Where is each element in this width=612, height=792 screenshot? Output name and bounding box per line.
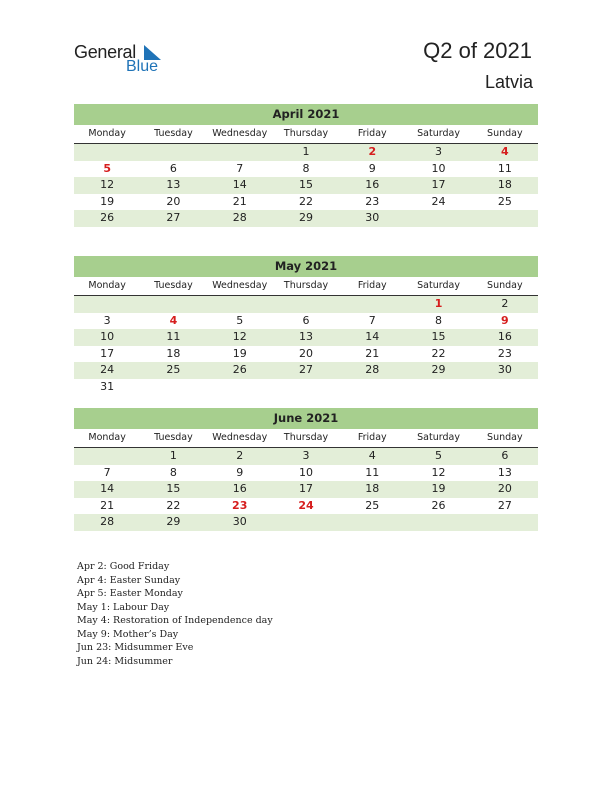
holiday-note: Apr 2: Good Friday (77, 561, 170, 572)
day-cell: 24 (431, 194, 446, 208)
day-cell: 1 (169, 449, 177, 462)
week-row (74, 329, 538, 346)
day-cell: 15 (431, 330, 446, 343)
day-cell: 22 (431, 346, 446, 360)
holiday-note: May 1: Labour Day (77, 601, 170, 613)
day-cell (339, 514, 405, 531)
week-row (74, 210, 538, 227)
day-cell: 18 (497, 178, 512, 191)
week-row (74, 481, 538, 498)
holiday-note: May 4: Restoration of Independence day (77, 615, 273, 626)
day-cell: 7 (368, 313, 376, 327)
day-cell: 7 (103, 465, 111, 479)
day-cell: 18 (166, 346, 181, 360)
day-cell: 30 (365, 211, 380, 224)
day-cell: 16 (497, 330, 512, 343)
day-cell: 13 (166, 178, 181, 191)
day-cell: 16 (365, 178, 380, 191)
day-cell (140, 296, 206, 313)
day-cell (339, 379, 405, 396)
day-cell: 30 (232, 515, 247, 528)
weekday-label: Saturday (417, 432, 460, 443)
day-cell: 23 (365, 194, 380, 208)
day-cell (472, 514, 538, 531)
day-cell: 26 (100, 211, 115, 224)
week-row (74, 313, 538, 330)
day-cell: 22 (166, 498, 181, 512)
holiday-note: Jun 23: Midsummer Eve (77, 642, 194, 653)
holiday-note: Apr 5: Easter Monday (77, 588, 183, 599)
day-cell: 19 (232, 346, 247, 360)
holiday-day-cell: 23 (232, 498, 248, 512)
day-cell: 12 (100, 178, 115, 191)
week-row (74, 161, 538, 178)
day-cell: 14 (100, 482, 115, 495)
day-cell: 25 (497, 194, 512, 208)
day-cell: 21 (232, 194, 247, 208)
holiday-day-cell: 24 (298, 498, 314, 512)
day-cell: 11 (497, 161, 512, 175)
day-cell (405, 514, 471, 531)
week-row (74, 144, 538, 161)
day-cell: 28 (365, 363, 380, 376)
day-cell (140, 144, 206, 161)
holiday-day-cell: 4 (169, 313, 178, 327)
weekday-label: Sunday (487, 432, 523, 443)
weekday-label: Wednesday (212, 280, 268, 291)
day-cell: 29 (431, 363, 446, 376)
day-cell (472, 210, 538, 227)
day-cell: 17 (100, 346, 115, 360)
day-cell (140, 379, 206, 396)
day-cell (74, 144, 140, 161)
day-cell: 6 (501, 449, 509, 462)
day-cell: 3 (302, 449, 310, 462)
day-cell: 9 (236, 465, 244, 479)
day-cell (472, 379, 538, 396)
day-cell: 8 (435, 313, 443, 327)
weekday-label: Thursday (283, 432, 329, 443)
day-cell: 20 (166, 194, 181, 208)
day-cell: 25 (365, 498, 380, 512)
day-cell: 27 (166, 211, 181, 224)
day-cell: 11 (365, 465, 380, 479)
holiday-day-cell: 1 (434, 297, 443, 310)
day-cell: 3 (435, 145, 443, 158)
day-cell: 24 (100, 363, 115, 376)
holiday-day-cell: 4 (501, 145, 509, 158)
weekday-label: Friday (357, 280, 387, 291)
day-cell: 10 (298, 465, 313, 479)
week-row (74, 465, 538, 482)
weekday-label: Monday (88, 128, 126, 139)
weekday-label: Tuesday (154, 128, 193, 139)
day-cell: 10 (431, 161, 446, 175)
day-cell: 14 (365, 330, 380, 343)
weekday-header-row (74, 125, 538, 144)
day-cell: 19 (431, 482, 446, 495)
week-row (74, 346, 538, 363)
week-row (74, 296, 538, 313)
weekday-label: Sunday (487, 128, 523, 139)
weekday-label: Thursday (283, 128, 329, 139)
day-cell: 12 (232, 330, 247, 343)
week-row (74, 177, 538, 194)
day-cell: 18 (365, 482, 380, 495)
week-row (74, 498, 538, 515)
day-cell: 7 (236, 161, 244, 175)
day-cell: 27 (298, 363, 313, 376)
week-row (74, 514, 538, 531)
day-cell: 15 (298, 178, 313, 191)
weekday-label: Thursday (283, 280, 329, 291)
day-cell: 30 (497, 363, 512, 376)
day-cell: 5 (435, 449, 443, 462)
month-title: May 2021 (74, 256, 538, 277)
weekday-label: Tuesday (154, 280, 193, 291)
day-cell (405, 210, 471, 227)
day-cell: 31 (100, 379, 115, 393)
day-cell: 17 (431, 178, 446, 191)
day-cell: 28 (232, 211, 247, 224)
holiday-note: May 9: Mother’s Day (77, 628, 179, 640)
day-cell: 29 (298, 211, 313, 224)
holiday-note: Jun 24: Midsummer (77, 655, 173, 667)
weekday-label: Saturday (417, 280, 460, 291)
day-cell: 27 (497, 498, 512, 512)
holiday-day-cell: 5 (103, 161, 111, 175)
day-cell: 21 (365, 346, 380, 360)
day-cell: 26 (431, 498, 446, 512)
month-calendar-april (74, 104, 538, 227)
country-name: Latvia (484, 72, 533, 92)
day-cell: 15 (166, 482, 181, 495)
day-cell: 8 (302, 161, 310, 175)
day-cell: 23 (497, 346, 512, 360)
day-cell: 16 (232, 482, 247, 495)
day-cell: 10 (100, 330, 115, 343)
day-cell: 22 (298, 194, 313, 208)
month-title: June 2021 (74, 408, 538, 429)
day-cell: 6 (169, 161, 177, 175)
weekday-label: Wednesday (212, 432, 268, 443)
holiday-note: Apr 4: Easter Sunday (77, 574, 181, 586)
day-cell: 8 (169, 465, 177, 479)
weekday-header-row (74, 429, 538, 448)
holiday-day-cell: 9 (501, 313, 509, 327)
logo-text-blue: Blue (126, 58, 159, 75)
day-cell: 4 (368, 449, 376, 462)
day-cell (273, 514, 339, 531)
day-cell: 12 (431, 465, 446, 479)
holiday-day-cell: 2 (368, 145, 377, 158)
day-cell: 11 (166, 330, 181, 343)
day-cell: 13 (298, 330, 313, 343)
day-cell: 25 (166, 363, 181, 376)
day-cell: 20 (298, 346, 313, 360)
weekday-label: Sunday (487, 280, 523, 291)
weekday-label: Monday (88, 280, 126, 291)
day-cell: 28 (100, 515, 115, 528)
day-cell: 17 (298, 482, 313, 495)
weekday-label: Saturday (417, 128, 460, 139)
week-row (74, 362, 538, 379)
month-title: April 2021 (74, 104, 538, 125)
day-cell: 21 (100, 498, 115, 512)
holiday-list (77, 560, 273, 668)
day-cell: 19 (100, 194, 115, 208)
day-cell: 5 (236, 313, 244, 327)
day-cell (207, 296, 273, 313)
week-row (74, 379, 538, 396)
weekday-label: Friday (357, 128, 387, 139)
day-cell: 2 (236, 449, 244, 462)
day-cell: 6 (302, 313, 310, 327)
month-calendar-june (74, 408, 538, 531)
weekday-header-row (74, 277, 538, 296)
month-calendar-may (74, 256, 538, 395)
day-cell (74, 296, 140, 313)
day-cell: 26 (232, 363, 247, 376)
day-cell (339, 296, 405, 313)
day-cell: 14 (232, 178, 247, 191)
day-cell: 3 (103, 313, 111, 327)
day-cell: 29 (166, 515, 181, 528)
quarter-title: Q2 of 2021 (423, 38, 532, 63)
brand-logo (74, 42, 184, 82)
day-cell: 2 (501, 297, 509, 310)
day-cell (74, 448, 140, 465)
weekday-label: Friday (357, 432, 387, 443)
day-cell (273, 379, 339, 396)
weekday-label: Wednesday (212, 128, 268, 139)
day-cell (207, 379, 273, 396)
day-cell (273, 296, 339, 313)
week-row (74, 194, 538, 211)
week-row (74, 448, 538, 465)
day-cell: 20 (497, 482, 512, 495)
day-cell: 13 (497, 465, 512, 479)
day-cell (405, 379, 471, 396)
logo-text-general: General (74, 42, 136, 62)
weekday-label: Monday (88, 432, 126, 443)
weekday-label: Tuesday (154, 432, 193, 443)
day-cell (207, 144, 273, 161)
day-cell: 9 (368, 161, 376, 175)
day-cell: 1 (302, 145, 310, 158)
